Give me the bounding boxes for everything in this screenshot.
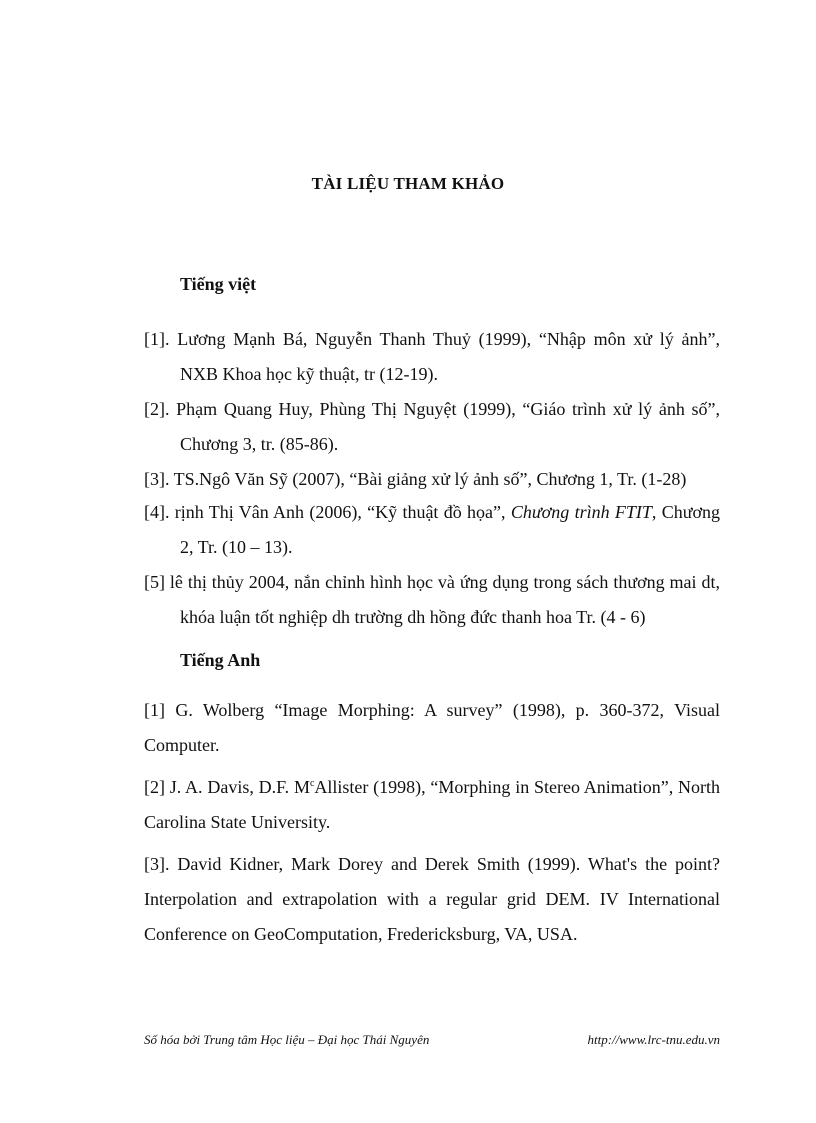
section-heading-vietnamese: Tiếng việt [180, 274, 257, 294]
reference-item [144, 565, 720, 635]
reference-item [144, 847, 720, 952]
reference-text: [5] lê thị thủy 2004, nắn chỉnh hình học và ứng dụng trong sách thương mai dt, khóa luận tốt nghiệp dh trường dh hồng đức thanh hoa Tr. (4 - 6) [144, 572, 720, 627]
reference-text: , Chương 2, Tr. (10 – 13). [180, 502, 720, 557]
reference-text: [4]. rịnh Thị Vân Anh (2006), “Kỹ thuật đồ họa”, [144, 502, 511, 522]
reference-text: [1]. Lương Mạnh Bá, Nguyễn Thanh Thuỷ (1999), “Nhập môn xử lý ảnh”, NXB Khoa học kỹ thuật, tr (12-19). [144, 329, 720, 384]
reference-superscript: c [309, 778, 315, 789]
reference-item [144, 770, 720, 840]
reference-text: [3]. TS.Ngô Văn Sỹ (2007), “Bài giảng xử lý ảnh số”, Chương 1, Tr. (1-28) [144, 469, 687, 489]
reference-item [144, 495, 720, 565]
reference-italic-title: Chương trình FTIT [510, 502, 652, 522]
footer-source: Số hóa bởi Trung tâm Học liệu – Đại học Thái Nguyên [144, 1032, 430, 1047]
reference-text: [3]. David Kidner, Mark Dorey and Derek Smith (1999). What's the point? Interpolation and extrapolation with a regular grid DEM. IV International Conference on GeoComputation, Fredericksburg, VA, USA. [144, 854, 720, 944]
reference-text: Allister (1998), “Morphing in Stereo Animation”, North Carolina State University. [144, 777, 720, 832]
reference-item [144, 462, 720, 497]
reference-item [144, 392, 720, 462]
reference-text: [1] G. Wolberg “Image Morphing: A survey” (1998), p. 360-372, Visual Computer. [144, 700, 720, 755]
page-title: TÀI LIỆU THAM KHẢO [311, 174, 505, 193]
reference-item [144, 693, 720, 763]
footer-url: http://www.lrc-tnu.edu.vn [587, 1032, 720, 1047]
reference-text: [2]. Phạm Quang Huy, Phùng Thị Nguyệt (1999), “Giáo trình xử lý ảnh số”, Chương 3, tr. (85-86). [144, 399, 720, 454]
reference-item [144, 322, 720, 392]
reference-text: [2] J. A. Davis, D.F. M [144, 777, 310, 797]
section-heading-english: Tiếng Anh [180, 650, 261, 670]
